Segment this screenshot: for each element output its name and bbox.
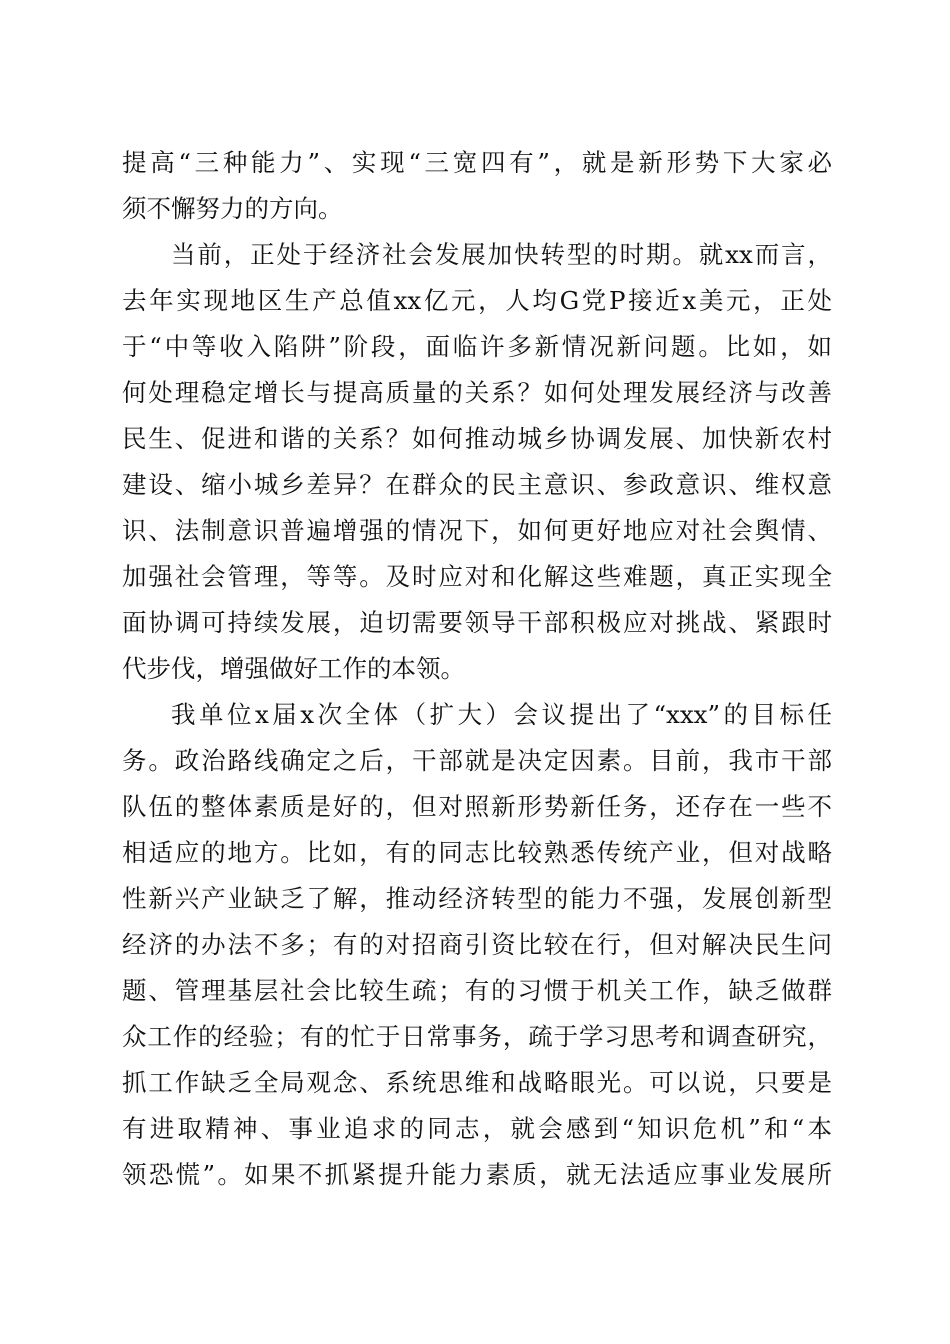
paragraph-2-line-1: 当前，正处于经济社会发展加快转型的时期。就xx而言，	[171, 240, 832, 269]
paragraph-2-line-2: 去年实现地区生产总值xx亿元，人均G党P接近x美元，正处	[122, 286, 832, 315]
paragraph-2-line-6: 建设、缩小城乡差异？在群众的民主意识、参政意识、维权意	[122, 470, 832, 499]
paragraph-1-line-1: 提高“三种能力”、实现“三宽四有”，就是新形势下大家必	[122, 148, 832, 177]
paragraph-3-line-11: 领恐慌”。如果不抓紧提升能力素质，就无法适应事业发展所	[122, 1160, 832, 1189]
paragraph-2-line-3: 于“中等收入陷阱”阶段，面临许多新情况新问题。比如，如	[122, 332, 832, 361]
paragraph-2-line-9: 面协调可持续发展，迫切需要领导干部积极应对挑战、紧跟时	[122, 608, 832, 637]
paragraph-2-line-7: 识、法制意识普遍增强的情况下，如何更好地应对社会舆情、	[122, 516, 832, 545]
paragraph-3-line-8: 众工作的经验；有的忙于日常事务，疏于学习思考和调查研究，	[122, 1022, 832, 1051]
paragraph-3-line-10: 有进取精神、事业追求的同志，就会感到“知识危机”和“本	[122, 1114, 832, 1143]
paragraph-1-line-2: 须不懈努力的方向。	[122, 194, 343, 223]
paragraph-3-line-9: 抓工作缺乏全局观念、系统思维和战略眼光。可以说，只要是	[122, 1068, 832, 1097]
body-text	[122, 140, 832, 1198]
paragraph-2-line-5: 民生、促进和谐的关系？如何推动城乡协调发展、加快新农村	[122, 424, 832, 453]
paragraph-3-line-7: 题、管理基层社会比较生疏；有的习惯于机关工作，缺乏做群	[122, 976, 832, 1005]
paragraph-3-line-6: 经济的办法不多；有的对招商引资比较在行，但对解决民生问	[122, 930, 832, 959]
paragraph-3-line-2: 务。政治路线确定之后，干部就是决定因素。目前，我市干部	[122, 746, 832, 775]
paragraph-3-line-3: 队伍的整体素质是好的，但对照新形势新任务，还存在一些不	[122, 792, 832, 821]
paragraph-2-line-8: 加强社会管理，等等。及时应对和化解这些难题，真正实现全	[122, 562, 832, 591]
paragraph-3-line-5: 性新兴产业缺乏了解，推动经济转型的能力不强，发展创新型	[122, 884, 832, 913]
paragraph-2-line-4: 何处理稳定增长与提高质量的关系？如何处理发展经济与改善	[122, 378, 832, 407]
paragraph-3-line-1: 我单位x届x次全体（扩大）会议提出了“xxx”的目标任	[171, 700, 832, 729]
paragraph-2-line-10: 代步伐，增强做好工作的本领。	[122, 654, 465, 683]
paragraph-3-line-4: 相适应的地方。比如，有的同志比较熟悉传统产业，但对战略	[122, 838, 832, 867]
